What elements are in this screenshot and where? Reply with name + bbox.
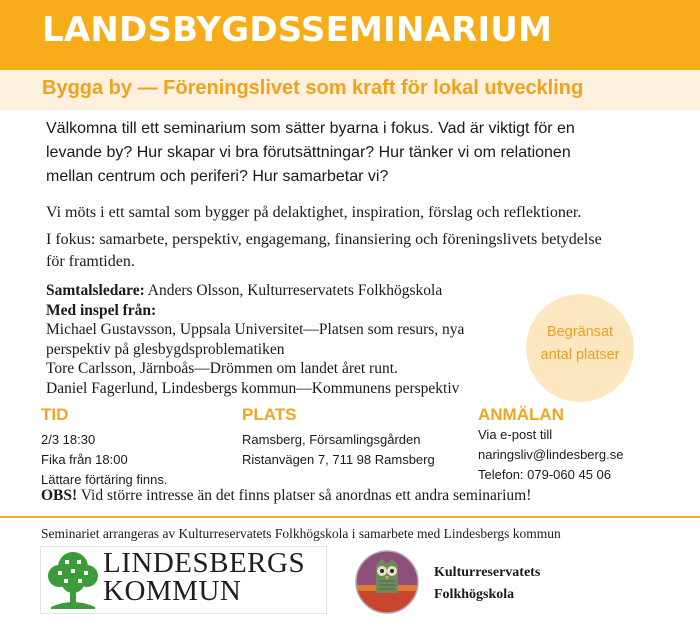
page-title: LANDSBYGDSSEMINARIUM	[42, 10, 553, 50]
page-subtitle: Bygga by — Föreningslivet som kraft för lokal utveckling	[42, 77, 584, 99]
badge-line: antal platser	[540, 347, 620, 363]
owl-logo-icon	[352, 549, 422, 615]
time-details	[41, 430, 167, 490]
organizer-note: Seminariet arrangeras av Kulturreservatets Folkhögskola i samarbete med Lindesbergs kommun	[41, 526, 561, 541]
limited-seats-text	[526, 321, 634, 367]
obs-note	[41, 487, 700, 505]
registration-heading: ANMÄLAN	[478, 405, 564, 424]
registration-details	[478, 425, 623, 485]
place-line: Ristanvägen 7, 711 98 Ramsberg	[242, 452, 435, 467]
obs-label: OBS!	[41, 487, 78, 504]
focus-line: I fokus: samarbete, perspektiv, engagemang, finansiering och föreningslivets betydelse	[46, 231, 602, 248]
badge-line: Begränsat	[546, 324, 614, 340]
intro-line: Välkomna till ett seminarium som sätter byarna i fokus. Vad är viktigt för en	[46, 120, 575, 137]
wordmark-line: LINDESBERGS	[103, 547, 306, 579]
inspel-label: Med inspel från:	[46, 301, 157, 319]
footer-divider	[0, 516, 700, 518]
focus-paragraph	[46, 229, 686, 273]
tree-icon	[43, 549, 103, 611]
focus-line: för framtiden.	[46, 253, 135, 270]
meeting-paragraph: Vi möts i ett samtal som bygger på delaktighet, inspiration, förslag och reflektioner.	[46, 204, 582, 221]
intro-line: levande by? Hur skapar vi bra förutsättningar? Hur tänker vi om relationen	[46, 144, 571, 161]
registration-email[interactable]: naringsliv@lindesberg.se	[478, 447, 624, 462]
wordmark-line: Folkhögskola	[434, 587, 515, 602]
intro-line: mellan centrum och periferi? Hur samarbetar vi?	[46, 168, 389, 185]
registration-line: Via e-post till	[478, 427, 553, 442]
time-heading: TID	[41, 405, 69, 424]
wordmark-line: Kulturreservatets	[434, 565, 541, 580]
time-line: Fika från 18:00	[41, 452, 128, 467]
wordmark-line: KOMMUN	[103, 575, 242, 607]
lindesberg-wordmark	[103, 549, 305, 605]
obs-text: Vid större intresse än det finns platser så anordnas ett andra seminarium!	[77, 487, 532, 504]
moderator-label: Samtalsledare:	[46, 282, 145, 299]
speaker-line: Daniel Fagerlund, Lindesbergs kommun—Kommunens perspektiv	[46, 379, 460, 397]
speaker-line: Michael Gustavsson, Uppsala Universitet—Platsen som resurs, nya	[46, 321, 465, 338]
moderator-name: Anders Olsson, Kulturreservatets Folkhögskola	[147, 282, 443, 299]
intro-paragraph	[46, 117, 646, 189]
speaker-line: perspektiv på glesbygdsproblematiken	[46, 340, 285, 358]
speaker-line: Tore Carlsson, Järnboås—Drömmen om landet året runt.	[46, 360, 398, 377]
place-heading: PLATS	[242, 405, 297, 424]
place-line: Ramsberg, Församlingsgården	[242, 432, 421, 447]
participants-section	[46, 281, 536, 398]
moderator-line	[46, 281, 536, 301]
place-details	[242, 430, 435, 470]
time-line: Lättare förtäring finns.	[41, 472, 168, 487]
registration-phone: Telefon: 079-060 45 06	[478, 467, 611, 482]
kulturreservatet-wordmark	[434, 562, 540, 606]
time-line: 2/3 18:30	[41, 432, 96, 447]
